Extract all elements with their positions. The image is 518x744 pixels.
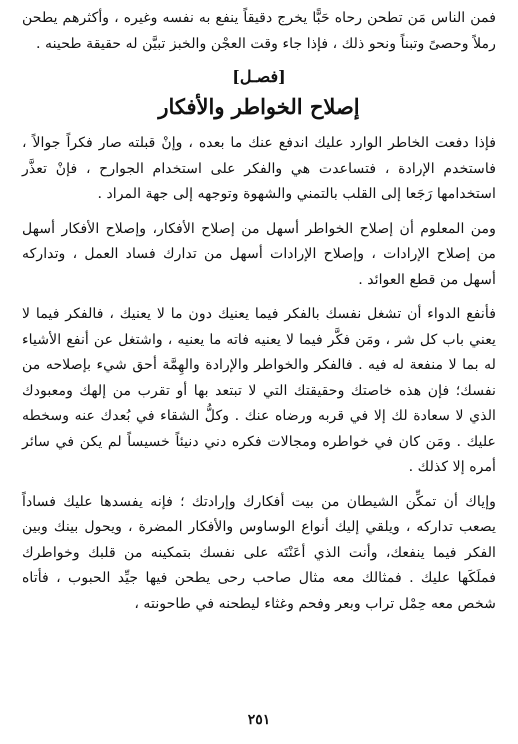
body-paragraph-1: فإذا دفعت الخاطر الوارد عليك اندفع عنك ما بعده ، وإنْ قبلته صار فكراً جوالاً ، فاستخدم الإرادة ، فتساعدت هي والفكر على استخدام الجوارح ، فإنْ تعذَّر استخدامها رَجَعا إلى القلب بالتمني والشهوة وتوجهه إلى جهة المراد . bbox=[22, 135, 496, 202]
body-paragraph-2: ومن المعلوم أن إصلاح الخواطر أسهل من إصلاح الأفكار، وإصلاح الأفكار أسهل من إصلاح الإرادات ، وإصلاح الإرادات أسهل من تدارك فساد العمل ، وتداركه أسهل من قطع العوائد . bbox=[22, 220, 496, 288]
paragraph-gap bbox=[22, 293, 496, 302]
section-title: إصلاح الخواطر والأفكار bbox=[158, 94, 360, 119]
body-paragraph-4: وإياك أن تمكِّن الشيطان من بيت أفكارك وإرادتك ؛ فإنه يفسدها عليك فساداً يصعب تداركه ، ويلقي إليك أنواع الوساوس والأفكار المضرة ، ويحول بينك وبين الفكر فيما ينفعك، وأنت الذي أعَنْتَه على نفسك بتمكينه من قلبك وخواطرك فملَكَها عليك . فمثالك معه مثال صاحب رحى يطحن فيها جيِّد الحبوب ، فأتاه شخص معه حِمْل تراب وبعر وفحم وغثاء ليطحنه في طاحونته ، bbox=[22, 493, 496, 612]
intro-paragraph: فمن الناس مَن تطحن رحاه حَبًّا يخرج دقيقاً ينفع به نفسه وغيره ، وأكثرهم يطحن رملاً وحصىً وتبناً ونحو ذلك ، فإذا جاء وقت العجْن والخبز تبيَّن له حقيقة طحينه . bbox=[22, 10, 496, 52]
paragraph-gap bbox=[22, 481, 496, 490]
paragraph-gap bbox=[22, 208, 496, 217]
section-label: [فصـل] bbox=[232, 67, 286, 86]
body-paragraph-3: فأنفع الدواء أن تشغل نفسك بالفكر فيما يعنيك دون ما لا يعنيك ، فالفكر فيما لا يعني باب كل شر ، ومَن فكَّر فيما لا يعنيه فاته ما يعنيه ، واشتغل عن أنفع الأشياء له بما لا منفعة له فيه . فالفكر والخواطر والإرادة والهِمَّة أحق شيء بإصلاحه من نفسك؛ فإن هذه خاصتك وحقيقتك التي لا تبتعد بها أو تقرب من إلهك ومعبودك الذي لا سعادة لك إلا في قربه ورضاه عنك . وكلُّ الشقاء في بُعدك عنه وسخطه عليك . ومَن كان في خواطره ومجالات فكره دني دنيئاً خسيساً لم يكن في سائر أمره إلا كذلك . bbox=[22, 306, 496, 475]
page-number: ٢٥١ bbox=[247, 712, 271, 728]
